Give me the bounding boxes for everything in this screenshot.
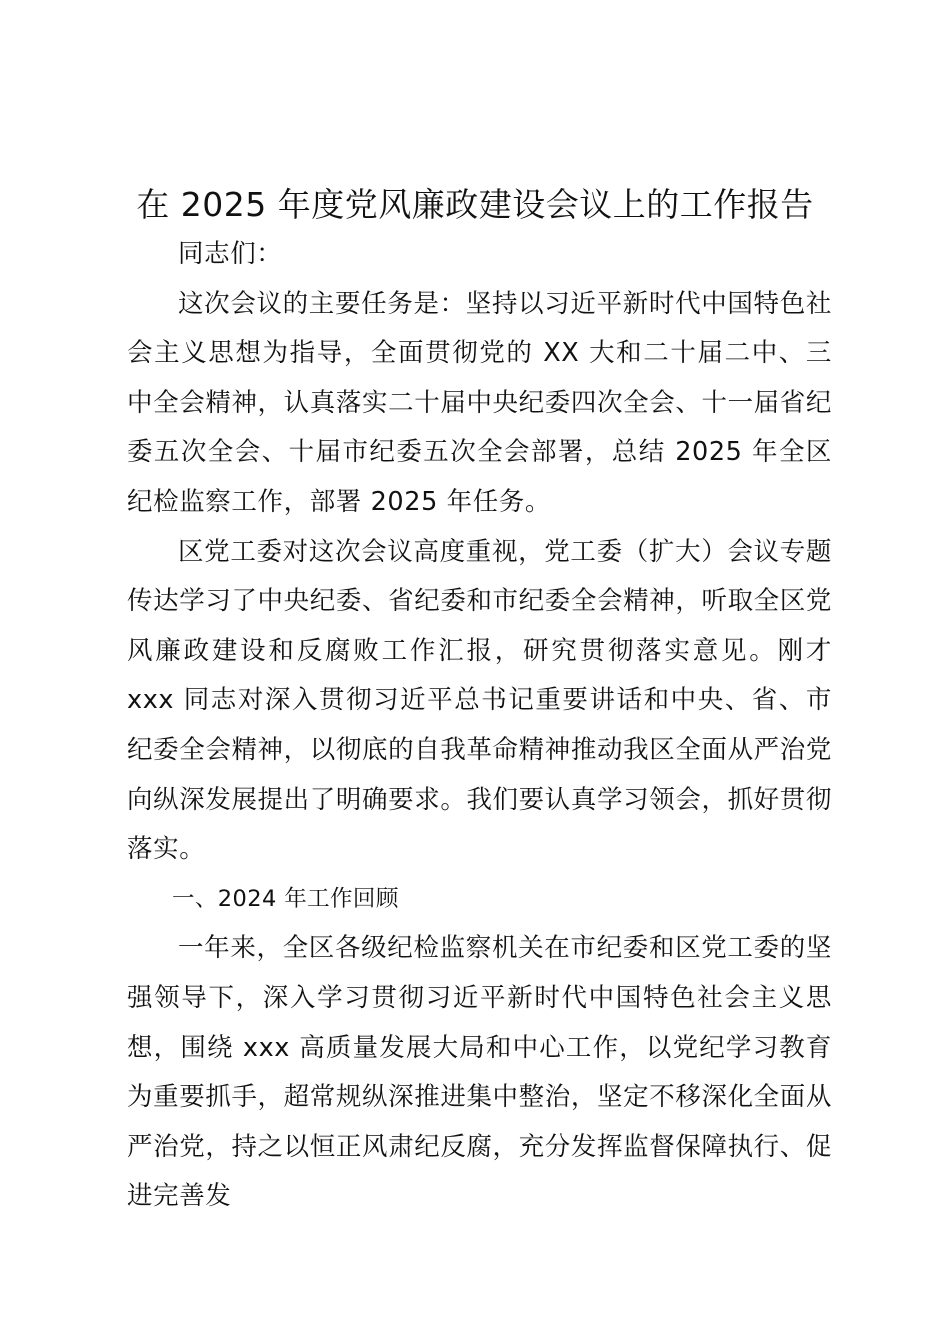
section-heading-review: 一、2024 年工作回顾 [172,885,399,912]
document-body [127,230,832,1222]
document-title: 在 2025 年度党风廉政建设会议上的工作报告 [136,185,814,224]
paragraph-meeting-tasks: 这次会议的主要任务是：坚持以习近平新时代中国特色社会主义思想为指导，全面贯彻党的 XX 大和二十届二中、三中全会精神，认真落实二十届中央纪委四次全会、十一届省纪委五次全会、十届市纪委五次全会部署，总结 2025 年全区纪检监察工作，部署 2025 年任务。 [127,288,832,517]
greeting-paragraph: 同志们： [178,239,283,269]
paragraph-committee-emphasis: 区党工委对这次会议高度重视，党工委（扩大）会议专题传达学习了中央纪委、省纪委和市纪委全会精神，听取全区党风廉政建设和反腐败工作汇报，研究贯彻落实意见。刚才 xxx 同志对深入贯彻习近平总书记重要讲话和中央、省、市纪委全会精神，以彻底的自我革命精神推动我区全面从严治党向纵深发展提出了明确要求。我们要认真学习领会，抓好贯彻落实。 [127,536,832,865]
paragraph-year-review: 一年来，全区各级纪检监察机关在市纪委和区党工委的坚强领导下，深入学习贯彻习近平新时代中国特色社会主义思想，围绕 xxx 高质量发展大局和中心工作，以党纪学习教育为重要抓手，超常规纵深推进集中整治，坚定不移深化全面从严治党，持之以恒正风肃纪反腐，充分发挥监督保障执行、促进完善发 [127,933,832,1212]
